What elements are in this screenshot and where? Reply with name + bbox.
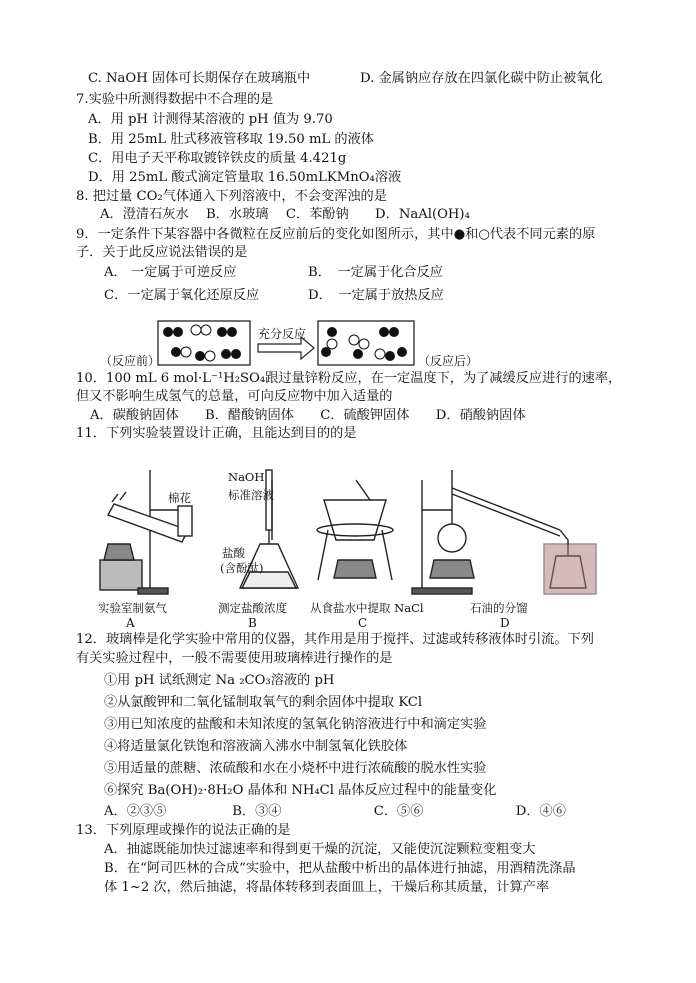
text-line-q7d: D．用 25mL 酸式滴定管量取 16.50mLKMnO₄溶液	[88, 170, 402, 185]
label-cotton: 棉花	[168, 491, 191, 505]
after-label: （反应后）	[418, 354, 479, 368]
text-line-q12_4: ④将适量氯化铁饱和溶液滴入沸水中制氢氧化铁胶体	[104, 739, 408, 754]
letter-b: B	[248, 616, 257, 630]
letter-a: A	[126, 616, 135, 630]
text-line-q13b: B．在“阿司匹林的合成”实验中，把从盐酸中析出的晶体进行抽滤，用酒精洗涤晶	[104, 861, 576, 876]
text-line-q7a: A．用 pH 计测得某溶液的 pH 值为 9.70	[88, 112, 333, 127]
caption-a: 实验室制氨气	[98, 601, 167, 615]
apparatus-d	[412, 470, 596, 594]
text-line-q12_6: ⑥探究 Ba(OH)₂·8H₂O 晶体和 NH₄Cl 晶体反应过程中的能量变化	[104, 783, 497, 798]
apparatus-figure	[90, 460, 610, 600]
text-line-q13c: 体 1~2 次，然后抽滤，将晶体转移到表面皿上，干燥后称其质量，计算产率	[104, 880, 550, 895]
text-line-q12b: 有关实验过程中，一般不需要使用玻璃棒进行操作的是	[76, 651, 393, 666]
text-line-q8o: A．澄清石灰水 B．水玻璃 C．苯酚钠 D．NaAl(OH)₄	[100, 207, 470, 222]
before-particles	[163, 325, 241, 361]
text-line-l1: C. NaOH 固体可长期保存在玻璃瓶中	[88, 71, 311, 86]
label-naoh2: 标准溶液	[228, 488, 274, 502]
text-line-q7: 7.实验中所测得数据中不合理的是	[76, 92, 274, 107]
text-line-q12o: A．②③⑤ B．③④ C．⑤⑥ D．④⑥	[104, 804, 566, 819]
text-line-q10o: A．碳酸钠固体 B．醋酸钠固体 C．硫酸钾固体 D．硝酸钠固体	[90, 408, 526, 423]
text-line-q12_1: ①用 pH 试纸测定 Na ₂CO₃溶液的 pH	[104, 673, 335, 688]
text-line-q7c: C．用电子天平称取镀锌铁皮的质量 4.421g	[88, 151, 347, 166]
caption-d: 石油的分馏	[470, 601, 528, 615]
text-line-q8: 8. 把过量 CO₂气体通入下列溶液中，不会变浑浊的是	[76, 189, 387, 204]
text-line-q11: 11．下列实验装置设计正确，且能达到目的的是	[76, 426, 357, 441]
arrow-label: 充分反应	[258, 327, 307, 341]
caption-b: 测定盐酸浓度	[218, 601, 287, 615]
text-line-q13: 13．下列原理或操作的说法正确的是	[76, 823, 291, 838]
text-line-q10b: 但又不影响生成氢气的总量，可向反应物中加入适量的	[76, 389, 393, 404]
text-line-q9b: 子．关于此反应说法错误的是	[76, 245, 248, 260]
after-particles	[321, 327, 407, 361]
text-line-q12: 12．玻璃棒是化学实验中常用的仪器，其作用是用于搅拌、过滤或转移液体时引流。下列	[76, 632, 594, 647]
before-label: （反应前）	[100, 354, 161, 368]
text-line-q9o4: D． 一定属于放热反应	[308, 288, 444, 303]
text-line-q9o1: A． 一定属于可逆反应	[104, 265, 237, 280]
apparatus-c	[317, 480, 393, 580]
text-line-q12_3: ③用已知浓度的盐酸和未知浓度的氢氧化钠溶液进行中和滴定实验	[104, 717, 487, 732]
text-line-q9o2: B． 一定属于化合反应	[308, 265, 443, 280]
text-line-q9o3: C．一定属于氧化还原反应	[104, 288, 260, 303]
text-line-q9: 9．一定条件下某容器中各微粒在反应前后的变化如图所示，其中●和○代表不同元素的原	[76, 227, 596, 242]
text-line-q12_2: ②从氯酸钾和二氧化锰制取氧气的剩余固体中提取 KCl	[104, 695, 423, 710]
text-line-q13a: A．抽滤既能加快过滤速率和得到更干燥的沉淀，又能使沉淀颗粒变粗变大	[104, 842, 536, 857]
label-naoh: NaOH	[228, 470, 265, 484]
caption-c: 从食盐水中提取 NaCl	[310, 601, 424, 615]
text-line-q7b: B．用 25mL 肚式移液管移取 19.50 mL 的液体	[88, 132, 374, 147]
label-hcl: 盐酸	[222, 546, 245, 560]
text-line-q10: 10．100 mL 6 mol·L⁻¹H₂SO₄跟过量锌粉反应，在一定温度下，为了减缓反应进行的速率，	[76, 371, 622, 386]
apparatus-a	[100, 470, 192, 594]
letter-d: D	[500, 616, 510, 630]
label-hcl2: (含酚酞)	[220, 561, 264, 575]
letter-c: C	[358, 616, 368, 630]
text-line-l1b: D. 金属钠应存放在四氯化碳中防止被氧化	[360, 71, 603, 86]
text-line-q12_5: ⑤用适量的蔗糖、浓硫酸和水在小烧杯中进行浓硫酸的脱水性实验	[104, 761, 487, 776]
